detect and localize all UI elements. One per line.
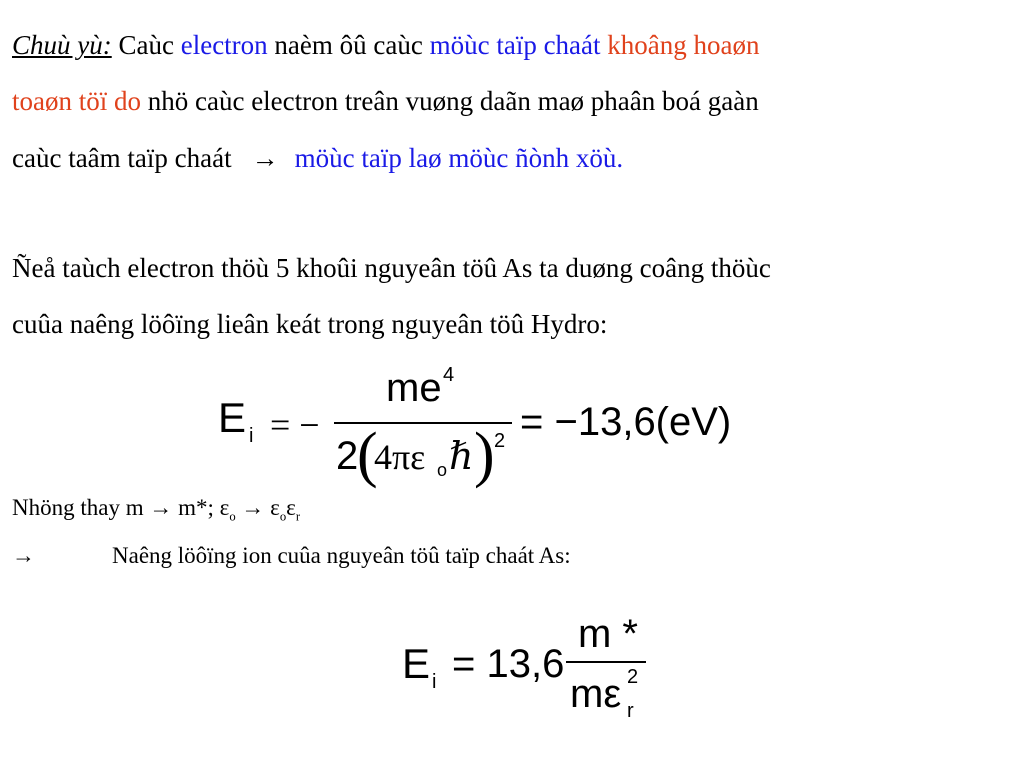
para2-line-2: cuûa naêng löôïng lieân keát trong nguyeân töû Hydro: bbox=[12, 309, 608, 339]
right-paren: ) bbox=[474, 421, 495, 489]
replace-text: Nhöng thay m bbox=[12, 495, 144, 520]
arrow-icon: → bbox=[149, 495, 173, 520]
formula2-den-power: 2 bbox=[627, 666, 639, 688]
note-text-3: nhö caùc electron treân vuøng daãn maø phaân boá gaàn bbox=[147, 86, 759, 116]
note-heading: Chuù yù: bbox=[12, 30, 112, 60]
fraction-bar bbox=[566, 661, 646, 663]
note-free: toaøn töï do bbox=[12, 86, 141, 116]
note-impurity-level: möùc taïp chaát bbox=[429, 30, 601, 60]
replace-sub-o2: o bbox=[279, 509, 287, 524]
replace-mstar: m*; ε bbox=[178, 495, 230, 520]
note-line-2 bbox=[12, 88, 759, 115]
note-not-fully: khoâng hoaøn bbox=[607, 30, 760, 60]
formula1-den-inner: 4πε bbox=[374, 437, 426, 477]
formula1-den-2: 2 bbox=[336, 434, 359, 478]
note-electron: electron bbox=[180, 30, 268, 60]
formula2-sub-i: i bbox=[432, 671, 437, 693]
note-text-2: naèm ôû caùc bbox=[274, 30, 423, 60]
replace-line bbox=[12, 496, 300, 523]
formula1-num-power: 4 bbox=[443, 364, 455, 386]
formula2-denominator: mε bbox=[570, 672, 622, 716]
replace-sub-r: r bbox=[295, 509, 301, 524]
replace-eps: ε bbox=[270, 495, 280, 520]
left-paren: ( bbox=[357, 421, 378, 489]
conclusion-line bbox=[12, 544, 571, 567]
formula2-coefficient: = 13,6 bbox=[452, 642, 565, 686]
note-text-1: Caùc bbox=[118, 30, 174, 60]
arrow-icon: → bbox=[251, 143, 279, 173]
formula1-den-power: 2 bbox=[494, 430, 506, 452]
replace-eps2: ε bbox=[286, 495, 296, 520]
arrow-icon: → bbox=[12, 543, 35, 568]
formula1-eq-minus: = − bbox=[270, 405, 320, 445]
replace-sub-o: o bbox=[229, 509, 236, 524]
formula1-numerator: me bbox=[386, 366, 442, 410]
formula1-result: = −13,6(eV) bbox=[520, 400, 732, 444]
note-text-4: caùc taâm taïp chaát bbox=[12, 143, 232, 173]
formula1-sub-i: i bbox=[249, 425, 254, 447]
formula1-den-sub-o: o bbox=[437, 460, 448, 480]
note-line-3 bbox=[12, 145, 623, 172]
note-localized: möùc taïp laø möùc ñònh xöù. bbox=[294, 143, 624, 173]
arrow-icon: → bbox=[241, 495, 265, 520]
formula2-den-sub-r: r bbox=[627, 700, 634, 722]
note-line-1 bbox=[12, 32, 760, 59]
formula2-E: E bbox=[402, 640, 431, 687]
para2-line-1: Ñeå taùch electron thöù 5 khoûi nguyeân töû As ta duøng coâng thöùc bbox=[12, 253, 771, 283]
conclusion-text: Naêng löôïng ion cuûa nguyeân töû taïp chaát As: bbox=[112, 543, 571, 568]
hbar-symbol: ℏ bbox=[449, 436, 474, 478]
formula1-E: E bbox=[218, 394, 247, 441]
formula2-numerator: m * bbox=[578, 612, 638, 656]
